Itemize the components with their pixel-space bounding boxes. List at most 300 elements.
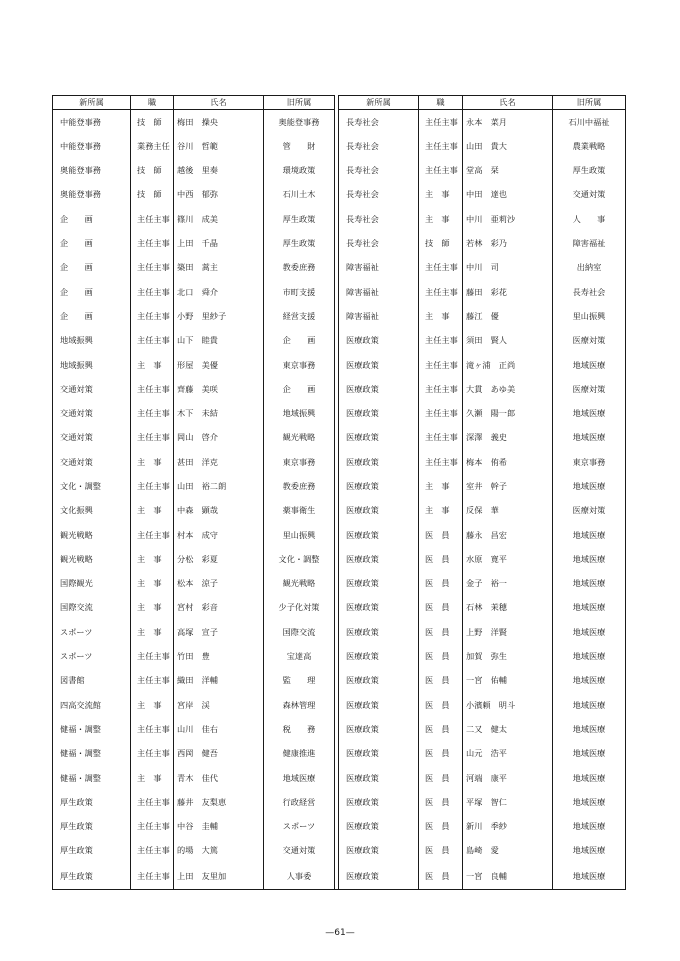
name-cell: 梅本 侑希 — [463, 450, 553, 474]
header-position-right: 職 — [419, 96, 463, 110]
old-department-cell: 監 理 — [264, 668, 335, 692]
table-row — [53, 547, 626, 571]
position-cell: 主 事 — [419, 207, 463, 231]
table-row — [53, 182, 626, 206]
position-cell: 主任主事 — [131, 523, 174, 547]
position-cell: 主 事 — [131, 620, 174, 644]
name-cell: 藤田 彩花 — [463, 280, 553, 304]
header-old-department-left: 旧所属 — [264, 96, 335, 110]
position-cell: 医 員 — [419, 571, 463, 595]
old-department-cell: 企 画 — [264, 377, 335, 401]
new-department-cell: 健福・調整 — [53, 717, 131, 741]
name-cell: 木下 未結 — [174, 401, 264, 425]
new-department-cell: 医療政策 — [339, 693, 419, 717]
name-cell: 齊藤 美咲 — [174, 377, 264, 401]
new-department-cell: 中能登事務 — [53, 134, 131, 158]
new-department-cell: 観光戦略 — [53, 547, 131, 571]
old-department-cell: 観光戦略 — [264, 571, 335, 595]
table-row — [53, 328, 626, 352]
name-cell: 一宮 佑輔 — [463, 668, 553, 692]
position-cell: 主任主事 — [131, 255, 174, 279]
position-cell: 主任主事 — [419, 352, 463, 376]
old-department-cell: 森林管理 — [264, 693, 335, 717]
new-department-cell: 医療政策 — [339, 668, 419, 692]
old-department-cell: 医療対策 — [553, 498, 626, 522]
position-cell: 主 事 — [419, 304, 463, 328]
new-department-cell: スポーツ — [53, 644, 131, 668]
old-department-cell: 地域医療 — [553, 571, 626, 595]
position-cell: 主 事 — [131, 547, 174, 571]
new-department-cell: 観光戦略 — [53, 523, 131, 547]
old-department-cell: 市町支援 — [264, 280, 335, 304]
name-cell: 須田 賢人 — [463, 328, 553, 352]
old-department-cell: 交通対策 — [264, 838, 335, 862]
name-cell: 反保 華 — [463, 498, 553, 522]
new-department-cell: 文化・調整 — [53, 474, 131, 498]
name-cell: 上野 洋賢 — [463, 620, 553, 644]
position-cell: 主任主事 — [419, 450, 463, 474]
name-cell: 宮岸 渓 — [174, 693, 264, 717]
table-row — [53, 231, 626, 255]
old-department-cell: 地域医療 — [553, 620, 626, 644]
name-cell: 中川 亜莉沙 — [463, 207, 553, 231]
new-department-cell: 障害福祉 — [339, 304, 419, 328]
name-cell: 山田 裕二朗 — [174, 474, 264, 498]
new-department-cell: 長寿社会 — [339, 231, 419, 255]
new-department-cell: 企 画 — [53, 255, 131, 279]
name-cell: 村本 成守 — [174, 523, 264, 547]
name-cell: 金子 裕一 — [463, 571, 553, 595]
name-cell: 山下 睦貴 — [174, 328, 264, 352]
table-row — [53, 595, 626, 619]
name-cell: 山田 貴大 — [463, 134, 553, 158]
position-cell: 主任主事 — [131, 644, 174, 668]
personnel-transfer-table — [52, 95, 626, 890]
new-department-cell: 国際交流 — [53, 595, 131, 619]
header-new-department-left: 新所属 — [53, 96, 131, 110]
name-cell: 河端 康平 — [463, 766, 553, 790]
position-cell: 主任主事 — [419, 134, 463, 158]
position-cell: 主任主事 — [131, 280, 174, 304]
old-department-cell: 教委庶務 — [264, 474, 335, 498]
position-cell: 主任主事 — [419, 280, 463, 304]
table-row — [53, 741, 626, 765]
new-department-cell: 文化振興 — [53, 498, 131, 522]
position-cell: 主 事 — [131, 571, 174, 595]
name-cell: 西岡 健吾 — [174, 741, 264, 765]
old-department-cell: 文化・調整 — [264, 547, 335, 571]
name-cell: 山川 佳右 — [174, 717, 264, 741]
table-row — [53, 693, 626, 717]
new-department-cell: 医療政策 — [339, 595, 419, 619]
name-cell: 北口 舜介 — [174, 280, 264, 304]
header-new-department-right: 新所属 — [339, 96, 419, 110]
position-cell: 医 員 — [419, 766, 463, 790]
old-department-cell: 地域医療 — [553, 644, 626, 668]
name-cell: 永本 菜月 — [463, 110, 553, 134]
position-cell: 医 員 — [419, 814, 463, 838]
old-department-cell: 厚生政策 — [264, 231, 335, 255]
table-row — [53, 255, 626, 279]
position-cell: 主任主事 — [419, 328, 463, 352]
old-department-cell: 少子化対策 — [264, 595, 335, 619]
new-department-cell: 医療政策 — [339, 547, 419, 571]
new-department-cell: 医療政策 — [339, 620, 419, 644]
name-cell: 加賀 弥生 — [463, 644, 553, 668]
old-department-cell: 行政経営 — [264, 790, 335, 814]
old-department-cell: 農業戦略 — [553, 134, 626, 158]
table-row — [53, 814, 626, 838]
name-cell: 青木 佳代 — [174, 766, 264, 790]
position-cell: 主任主事 — [419, 110, 463, 134]
header-name-right: 氏名 — [463, 96, 553, 110]
name-cell: 谷川 哲範 — [174, 134, 264, 158]
name-cell: 松本 涼子 — [174, 571, 264, 595]
new-department-cell: 医療政策 — [339, 474, 419, 498]
position-cell: 主任主事 — [131, 401, 174, 425]
position-cell: 主任主事 — [131, 668, 174, 692]
new-department-cell: 健福・調整 — [53, 766, 131, 790]
position-cell: 主任主事 — [131, 425, 174, 449]
old-department-cell: 厚生政策 — [553, 158, 626, 182]
old-department-cell: 交通対策 — [553, 182, 626, 206]
new-department-cell: 奥能登事務 — [53, 158, 131, 182]
name-cell: 藤江 優 — [463, 304, 553, 328]
position-cell: 主任主事 — [131, 377, 174, 401]
new-department-cell: 医療政策 — [339, 571, 419, 595]
table-row — [53, 571, 626, 595]
new-department-cell: 医療政策 — [339, 352, 419, 376]
new-department-cell: 医療政策 — [339, 863, 419, 890]
position-cell: 医 員 — [419, 693, 463, 717]
new-department-cell: 医療政策 — [339, 838, 419, 862]
new-department-cell: 医療政策 — [339, 328, 419, 352]
name-cell: 堂高 栞 — [463, 158, 553, 182]
name-cell: 新川 季紗 — [463, 814, 553, 838]
position-cell: 主任主事 — [131, 717, 174, 741]
position-cell: 主任主事 — [131, 790, 174, 814]
position-cell: 主任主事 — [131, 741, 174, 765]
table-row — [53, 207, 626, 231]
header-name-left: 氏名 — [174, 96, 264, 110]
old-department-cell: 経営支援 — [264, 304, 335, 328]
position-cell: 主任主事 — [419, 401, 463, 425]
new-department-cell: 医療政策 — [339, 425, 419, 449]
old-department-cell: 地域医療 — [553, 352, 626, 376]
old-department-cell: 観光戦略 — [264, 425, 335, 449]
old-department-cell: 地域医療 — [553, 863, 626, 890]
position-cell: 主任主事 — [131, 838, 174, 862]
new-department-cell: 障害福祉 — [339, 280, 419, 304]
name-cell: 中田 達也 — [463, 182, 553, 206]
old-department-cell: 環境政策 — [264, 158, 335, 182]
name-cell: 的場 大篤 — [174, 838, 264, 862]
old-department-cell: 里山振興 — [264, 523, 335, 547]
new-department-cell: 国際観光 — [53, 571, 131, 595]
old-department-cell: 税 務 — [264, 717, 335, 741]
name-cell: 甚田 洋克 — [174, 450, 264, 474]
old-department-cell: 国際交流 — [264, 620, 335, 644]
position-cell: 医 員 — [419, 547, 463, 571]
position-cell: 主 事 — [131, 352, 174, 376]
position-cell: 医 員 — [419, 620, 463, 644]
new-department-cell: 医療政策 — [339, 814, 419, 838]
new-department-cell: 長寿社会 — [339, 158, 419, 182]
old-department-cell: 障害福祉 — [553, 231, 626, 255]
old-department-cell: 人事委 — [264, 863, 335, 890]
position-cell: 主任主事 — [131, 474, 174, 498]
table-row — [53, 717, 626, 741]
old-department-cell: 地域医療 — [553, 693, 626, 717]
name-cell: 越後 里奏 — [174, 158, 264, 182]
position-cell: 主 事 — [419, 474, 463, 498]
name-cell: 久瀬 陽一郎 — [463, 401, 553, 425]
new-department-cell: 地域振興 — [53, 328, 131, 352]
position-cell: 技 師 — [131, 182, 174, 206]
new-department-cell: 中能登事務 — [53, 110, 131, 134]
old-department-cell: 地域医療 — [553, 717, 626, 741]
position-cell: 技 師 — [131, 158, 174, 182]
old-department-cell: 地域医療 — [553, 741, 626, 765]
position-cell: 医 員 — [419, 717, 463, 741]
header-position-left: 職 — [131, 96, 174, 110]
position-cell: 主 事 — [419, 498, 463, 522]
name-cell: 室井 幹子 — [463, 474, 553, 498]
position-cell: 医 員 — [419, 741, 463, 765]
old-department-cell: 宝達高 — [264, 644, 335, 668]
table-row — [53, 644, 626, 668]
old-department-cell: 東京事務 — [264, 450, 335, 474]
table-row — [53, 668, 626, 692]
position-cell: 主任主事 — [131, 207, 174, 231]
new-department-cell: 図書館 — [53, 668, 131, 692]
table-row — [53, 450, 626, 474]
old-department-cell: 地域医療 — [553, 547, 626, 571]
old-department-cell: 石川土木 — [264, 182, 335, 206]
name-cell: 織田 洋輔 — [174, 668, 264, 692]
table-row — [53, 352, 626, 376]
new-department-cell: 医療政策 — [339, 450, 419, 474]
new-department-cell: 医療政策 — [339, 790, 419, 814]
position-cell: 主 事 — [131, 766, 174, 790]
new-department-cell: 障害福祉 — [339, 255, 419, 279]
name-cell: 宮村 彩音 — [174, 595, 264, 619]
old-department-cell: 東京事務 — [553, 450, 626, 474]
new-department-cell: 奥能登事務 — [53, 182, 131, 206]
new-department-cell: 医療政策 — [339, 377, 419, 401]
name-cell: 二又 健太 — [463, 717, 553, 741]
position-cell: 主 事 — [131, 693, 174, 717]
name-cell: 藤永 昌宏 — [463, 523, 553, 547]
old-department-cell: 地域医療 — [553, 814, 626, 838]
name-cell: 形屋 美優 — [174, 352, 264, 376]
position-cell: 医 員 — [419, 863, 463, 890]
table-row — [53, 620, 626, 644]
page-number: —61— — [325, 928, 355, 938]
new-department-cell: 厚生政策 — [53, 790, 131, 814]
table-row — [53, 863, 626, 890]
old-department-cell: 地域医療 — [553, 595, 626, 619]
old-department-cell: 医療対策 — [553, 377, 626, 401]
table-row — [53, 838, 626, 862]
old-department-cell: 地域医療 — [553, 668, 626, 692]
name-cell: 藤井 友梨恵 — [174, 790, 264, 814]
position-cell: 主任主事 — [419, 255, 463, 279]
position-cell: 業務主任 — [131, 134, 174, 158]
name-cell: 平塚 智仁 — [463, 790, 553, 814]
old-department-cell: 長寿社会 — [553, 280, 626, 304]
roster-body — [53, 110, 626, 890]
new-department-cell: 企 画 — [53, 231, 131, 255]
table-row — [53, 304, 626, 328]
old-department-cell: 教委庶務 — [264, 255, 335, 279]
new-department-cell: 企 画 — [53, 280, 131, 304]
new-department-cell: 医療政策 — [339, 644, 419, 668]
new-department-cell: 四高交流館 — [53, 693, 131, 717]
name-cell: 大貫 あゆ美 — [463, 377, 553, 401]
table-row — [53, 425, 626, 449]
new-department-cell: 健福・調整 — [53, 741, 131, 765]
position-cell: 主任主事 — [419, 377, 463, 401]
old-department-cell: 出納室 — [553, 255, 626, 279]
new-department-cell: 長寿社会 — [339, 207, 419, 231]
position-cell: 医 員 — [419, 790, 463, 814]
old-department-cell: スポーツ — [264, 814, 335, 838]
old-department-cell: 奥能登事務 — [264, 110, 335, 134]
name-cell: 一宮 良輔 — [463, 863, 553, 890]
position-cell: 主任主事 — [131, 863, 174, 890]
new-department-cell: 医療政策 — [339, 741, 419, 765]
header-row — [53, 96, 626, 110]
old-department-cell: 地域医療 — [553, 425, 626, 449]
new-department-cell: 交通対策 — [53, 401, 131, 425]
new-department-cell: 長寿社会 — [339, 134, 419, 158]
new-department-cell: 企 画 — [53, 304, 131, 328]
old-department-cell: 里山振興 — [553, 304, 626, 328]
old-department-cell: 地域医療 — [553, 474, 626, 498]
new-department-cell: 医療政策 — [339, 523, 419, 547]
table-row — [53, 474, 626, 498]
new-department-cell: 企 画 — [53, 207, 131, 231]
old-department-cell: 地域医療 — [553, 838, 626, 862]
position-cell: 主 事 — [419, 182, 463, 206]
new-department-cell: 長寿社会 — [339, 110, 419, 134]
new-department-cell: 地域振興 — [53, 352, 131, 376]
table-row — [53, 523, 626, 547]
old-department-cell: 薬事衛生 — [264, 498, 335, 522]
position-cell: 医 員 — [419, 838, 463, 862]
position-cell: 医 員 — [419, 668, 463, 692]
name-cell: 山元 浩平 — [463, 741, 553, 765]
new-department-cell: 医療政策 — [339, 766, 419, 790]
name-cell: 中森 顕哉 — [174, 498, 264, 522]
name-cell: 分松 彩夏 — [174, 547, 264, 571]
name-cell: 中西 郁弥 — [174, 182, 264, 206]
position-cell: 主 事 — [131, 498, 174, 522]
position-cell: 主 事 — [131, 450, 174, 474]
position-cell: 医 員 — [419, 644, 463, 668]
old-department-cell: 人 事 — [553, 207, 626, 231]
table-row — [53, 377, 626, 401]
name-cell: 竹田 豊 — [174, 644, 264, 668]
name-cell: 水原 寛平 — [463, 547, 553, 571]
old-department-cell: 企 画 — [264, 328, 335, 352]
name-cell: 若林 彩乃 — [463, 231, 553, 255]
new-department-cell: 交通対策 — [53, 450, 131, 474]
table-row — [53, 790, 626, 814]
table-row — [53, 158, 626, 182]
position-cell: 主任主事 — [131, 304, 174, 328]
new-department-cell: 交通対策 — [53, 377, 131, 401]
name-cell: 梅田 操央 — [174, 110, 264, 134]
old-department-cell: 健康推進 — [264, 741, 335, 765]
position-cell: 医 員 — [419, 523, 463, 547]
new-department-cell: 厚生政策 — [53, 814, 131, 838]
old-department-cell: 地域振興 — [264, 401, 335, 425]
name-cell: 高塚 宣子 — [174, 620, 264, 644]
name-cell: 築田 蒿主 — [174, 255, 264, 279]
old-department-cell: 厚生政策 — [264, 207, 335, 231]
table-row — [53, 401, 626, 425]
table-row — [53, 280, 626, 304]
position-cell: 主任主事 — [419, 158, 463, 182]
name-cell: 上田 千晶 — [174, 231, 264, 255]
old-department-cell: 管 財 — [264, 134, 335, 158]
name-cell: 島崎 愛 — [463, 838, 553, 862]
table-row — [53, 766, 626, 790]
new-department-cell: 厚生政策 — [53, 838, 131, 862]
position-cell: 主任主事 — [131, 814, 174, 838]
table-row — [53, 110, 626, 134]
old-department-cell: 医療対策 — [553, 328, 626, 352]
new-department-cell: スポーツ — [53, 620, 131, 644]
name-cell: 上田 友里加 — [174, 863, 264, 890]
position-cell: 技 師 — [419, 231, 463, 255]
position-cell: 主 事 — [131, 595, 174, 619]
name-cell: 滝ヶ浦 正尚 — [463, 352, 553, 376]
position-cell: 医 員 — [419, 595, 463, 619]
old-department-cell: 地域医療 — [264, 766, 335, 790]
old-department-cell: 地域医療 — [553, 401, 626, 425]
old-department-cell: 地域医療 — [553, 790, 626, 814]
name-cell: 小濱頼 明斗 — [463, 693, 553, 717]
table-row — [53, 134, 626, 158]
new-department-cell: 長寿社会 — [339, 182, 419, 206]
name-cell: 深澤 義史 — [463, 425, 553, 449]
old-department-cell: 地域医療 — [553, 523, 626, 547]
new-department-cell: 医療政策 — [339, 717, 419, 741]
old-department-cell: 東京事務 — [264, 352, 335, 376]
new-department-cell: 医療政策 — [339, 401, 419, 425]
old-department-cell: 地域医療 — [553, 766, 626, 790]
name-cell: 中谷 圭輔 — [174, 814, 264, 838]
new-department-cell: 交通対策 — [53, 425, 131, 449]
table-row — [53, 498, 626, 522]
new-department-cell: 厚生政策 — [53, 863, 131, 890]
name-cell: 岡山 啓介 — [174, 425, 264, 449]
position-cell: 主任主事 — [131, 231, 174, 255]
name-cell: 中川 司 — [463, 255, 553, 279]
position-cell: 技 師 — [131, 110, 174, 134]
position-cell: 主任主事 — [419, 425, 463, 449]
position-cell: 主任主事 — [131, 328, 174, 352]
name-cell: 小野 里紗子 — [174, 304, 264, 328]
name-cell: 篠川 成美 — [174, 207, 264, 231]
old-department-cell: 石川中福祉 — [553, 110, 626, 134]
name-cell: 石林 茉穂 — [463, 595, 553, 619]
header-old-department-right: 旧所属 — [553, 96, 626, 110]
new-department-cell: 医療政策 — [339, 498, 419, 522]
